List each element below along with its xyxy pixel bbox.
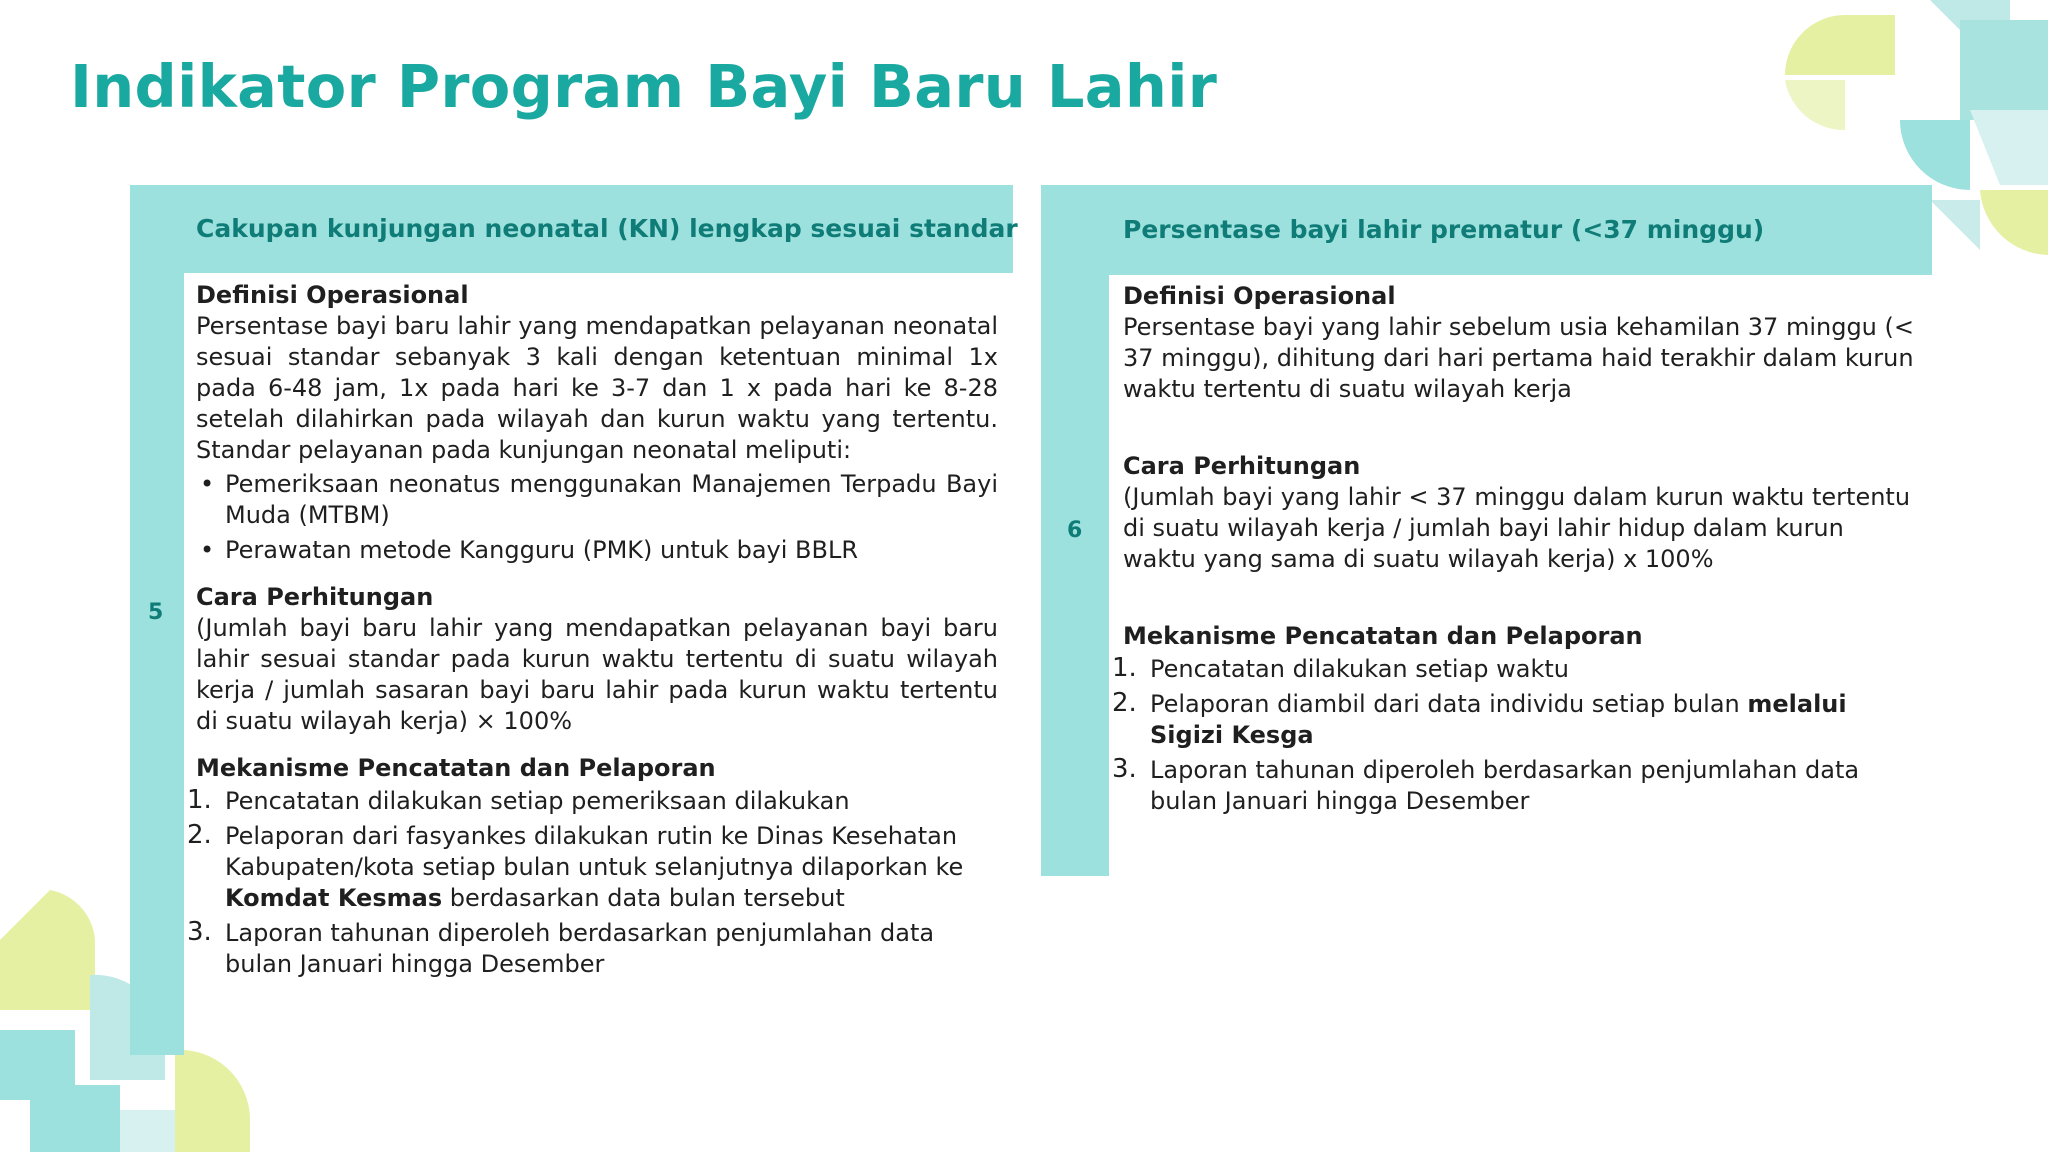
list-item-text: Laporan tahunan diperoleh berdasarkan penjumlahan data bulan Januari hingga Desember: [225, 919, 935, 978]
bullet-icon: •: [200, 536, 215, 564]
list-number: 2.: [1112, 688, 1137, 718]
section-title-calculation: Cara Perhitungan: [196, 583, 434, 611]
slide-title: Indikator Program Bayi Baru Lahir: [70, 52, 1218, 121]
mechanism-list: [1112, 654, 1918, 817]
section-title-definition: Definisi Operasional: [1123, 282, 1396, 310]
list-item-text: Pencatatan dilakukan setiap pemeriksaan dilakukan: [225, 787, 850, 815]
list-item: [196, 469, 998, 531]
definition-bullet-list: [196, 469, 998, 566]
list-item: [187, 918, 998, 980]
list-number: 1.: [187, 785, 212, 815]
indicator-number: 6: [1067, 518, 1083, 543]
list-item: [1112, 755, 1918, 817]
calculation-text: (Jumlah bayi yang lahir < 37 minggu dalam kurun waktu tertentu di suatu wilayah kerja / jumlah bayi lahir hidup dalam kurun waktu yang sama di suatu wilayah kerja) x 100%: [1123, 483, 1911, 573]
section-title-mechanism: Mekanisme Pencatatan dan Pelaporan: [196, 754, 716, 782]
list-item: [1112, 654, 1918, 685]
list-item: [187, 821, 998, 914]
list-item: [187, 786, 998, 817]
list-item-text-after: berdasarkan data bulan tersebut: [442, 884, 845, 912]
list-number: 3.: [1112, 754, 1137, 784]
list-item-text: Pencatatan dilakukan setiap waktu: [1150, 655, 1570, 683]
bullet-text: Perawatan metode Kangguru (PMK) untuk bayi BBLR: [225, 536, 858, 564]
section-title-mechanism: Mekanisme Pencatatan dan Pelaporan: [1123, 622, 1643, 650]
panel-content: [187, 280, 998, 980]
calculation-text: (Jumlah bayi baru lahir yang mendapatkan pelayanan bayi baru lahir sesuai standar pada kurun waktu tertentu di suatu wilayah kerja / jumlah sasaran bayi baru lahir pada kurun waktu tertentu di suatu wilayah kerja) × 100%: [196, 614, 998, 735]
panel-content: [1112, 281, 1918, 817]
list-number: 3.: [187, 917, 212, 947]
panel-header-title: Persentase bayi lahir prematur (<37 minggu): [1123, 215, 1765, 244]
section-title-definition: Definisi Operasional: [196, 281, 469, 309]
panel-header-title: Cakupan kunjungan neonatal (KN) lengkap sesuai standar: [196, 214, 1018, 243]
bullet-icon: •: [200, 470, 215, 498]
section-title-calculation: Cara Perhitungan: [1123, 452, 1361, 480]
indicator-number: 5: [148, 600, 164, 625]
list-number: 2.: [187, 820, 212, 850]
list-item-bold-text: Komdat Kesmas: [225, 884, 443, 912]
list-item: [1112, 689, 1918, 751]
list-item-bold-text: melalui Sigizi Kesga: [1150, 690, 1847, 749]
mechanism-list: [187, 786, 998, 980]
definition-text: Persentase bayi yang lahir sebelum usia kehamilan 37 minggu (< 37 minggu), dihitung dari hari pertama haid terakhir dalam kurun waktu tertentu di suatu wilayah kerja: [1123, 313, 1914, 403]
list-number: 1.: [1112, 653, 1137, 683]
list-item: [196, 535, 998, 566]
list-item-text: Pelaporan diambil dari data individu setiap bulan: [1150, 690, 1748, 718]
list-item-text: Pelaporan dari fasyankes dilakukan rutin ke Dinas Kesehatan Kabupaten/kota setiap bulan untuk selanjutnya dilaporkan ke: [225, 822, 964, 881]
bullet-text: Pemeriksaan neonatus menggunakan Manajemen Terpadu Bayi Muda (MTBM): [225, 470, 998, 529]
definition-text: Persentase bayi baru lahir yang mendapatkan pelayanan neonatal sesuai standar sebanyak 3 kali dengan ketentuan minimal 1x pada 6-48 jam, 1x pada hari ke 3-7 dan 1 x pada hari ke 8-28 setelah dilahirkan pada wilayah dan kurun waktu yang tertentu. Standar pelayanan pada kunjungan neonatal meliputi:: [196, 312, 998, 464]
list-item-text: Laporan tahunan diperoleh berdasarkan penjumlahan data bulan Januari hingga Desember: [1150, 756, 1860, 815]
